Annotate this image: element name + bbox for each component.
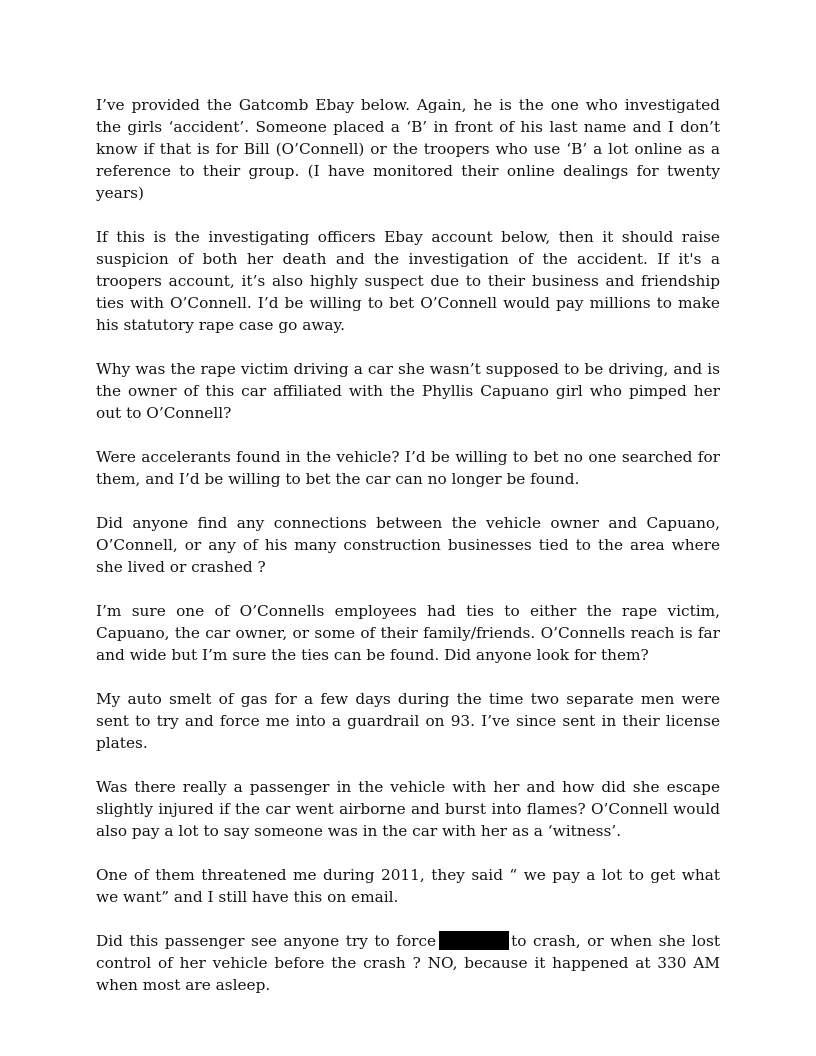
paragraph-5: Did anyone find any connections between the vehicle owner and Capuano, O’Connell, or any of his many construction businesses tied to the area where she lived or crashed ? [96,514,720,576]
paragraph-4: Were accelerants found in the vehicle? I’d be willing to bet no one searched for them, and I’d be willing to bet the car can no longer be found. [96,448,720,488]
paragraph-10-after-redaction: to crash, or when she lost control of her vehicle before the crash ? NO, because it happened at 330 AM when most are asleep. [96,932,720,994]
paragraph-10 [96,930,720,996]
document-page [96,94,720,1018]
paragraph-6: I’m sure one of O’Connells employees had ties to either the rape victim, Capuano, the car owner, or some of their family/friends. O’Connells reach is far and wide but I’m sure the ties can be found. Did anyone look for them? [96,602,720,664]
paragraph-3: Why was the rape victim driving a car she wasn’t supposed to be driving, and is the owner of this car affiliated with the Phyllis Capuano girl who pimped her out to O’Connell? [96,360,720,422]
paragraph-8: Was there really a passenger in the vehicle with her and how did she escape slightly injured if the car went airborne and burst into flames? O’Connell would also pay a lot to say someone was in the car with her as a ‘witness’. [96,778,720,840]
redaction-box [439,931,509,950]
paragraph-9: One of them threatened me during 2011, they said “ we pay a lot to get what we want” and I still have this on email. [96,866,720,906]
paragraph-1: I’ve provided the Gatcomb Ebay below. Again, he is the one who investigated the girls ‘accident’. Someone placed a ‘B’ in front of his last name and I don’t know if that is for Bill (O’Connell) or the troopers who use ‘B’ a lot online as a reference to their group. (I have monitored their online dealings for twenty years) [96,96,720,202]
paragraph-7: My auto smelt of gas for a few days during the time two separate men were sent to try and force me into a guardrail on 93. I’ve since sent in their license plates. [96,690,720,752]
paragraph-2: If this is the investigating officers Ebay account below, then it should raise suspicion of both her death and the investigation of the accident. If it's a troopers account, it’s also highly suspect due to their business and friendship ties with O’Connell. I’d be willing to bet O’Connell would pay millions to make his statutory rape case go away. [96,228,720,334]
paragraph-10-before-redaction: Did this passenger see anyone try to force [96,932,437,950]
